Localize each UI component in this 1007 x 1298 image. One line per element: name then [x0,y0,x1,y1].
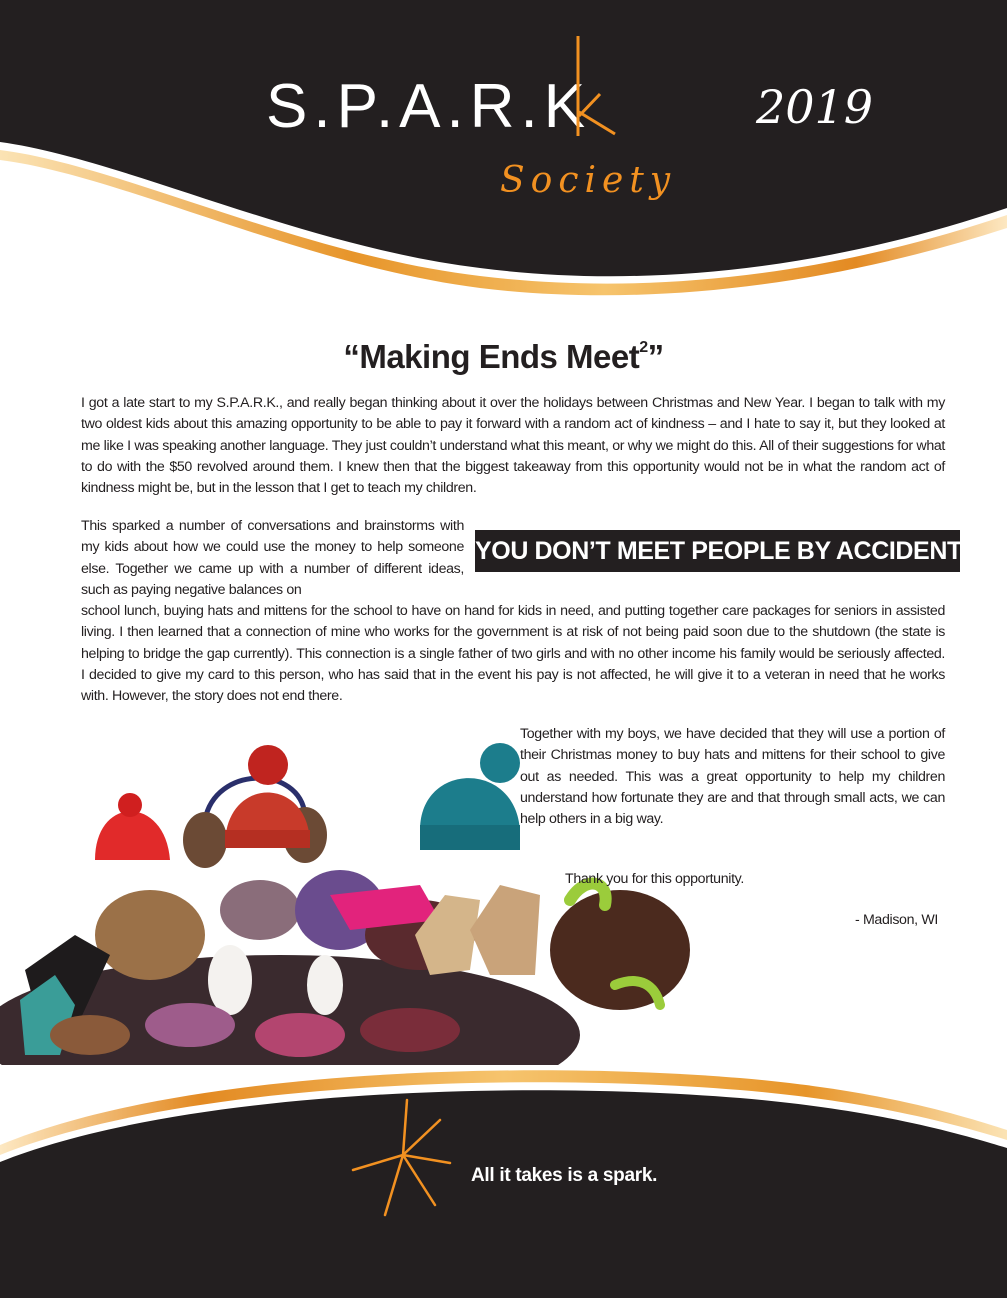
paragraph-together: Together with my boys, we have decided that they will use a portion of their Christmas money to buy hats and mittens for their school to give out as needed. This was a great opportunity to help my children understand how fortunate they are and that through small acts, we can help others in a big way. [520,726,945,828]
paragraph-sparked-start: This sparked a number of conversations and brainstorms with my kids about how we could use the money to help someone else. Together we came up with a number of different ideas, such as paying negative balances on [81,518,464,598]
year-label: 2019 [756,80,874,134]
footer-tagline: All it takes is a spark. [471,1165,658,1186]
header-banner [0,0,1007,310]
paragraph-sparked-end: school lunch, buying hats and mittens for the school to have on hand for kids in need, and putting together care packages for seniors in assisted living. I then learned that a connection of mine who works for the government is at risk of not being paid soon due to the shutdown (the state is helping to bridge the gap currently). This connection is a single father of two girls and with no other income his family would be seriously affected. I decided to give my card to this person, who has said that in the event his pay is not affected, he will give it to a veteran in need that he works with. However, the story does not end there. [81,603,945,705]
spark-star-icon [345,1095,455,1235]
paragraph-intro: I got a late start to my S.P.A.R.K., and really began thinking about it over the holidays between Christmas and New Year. I began to talk with my two oldest kids about this amazing opportunity to be able to pay it forward with a random act of kindness – and I hate to say it, but they looked at me like I was speaking another language. They just couldn’t understand what this meant, or why we might do this. All of their suggestions for what to do with the $50 revolved around them. I knew then that the biggest takeaway from this opportunity would not be in what the random act of kindness might be, but in the lesson that I get to teach my children. [81,395,945,497]
title-superscript: 2 [639,339,648,356]
pull-quote: YOU DON’T MEET PEOPLE BY ACCIDENT. [475,530,960,572]
logo-subtitle: Society [500,160,677,201]
signature: - Madison, WI [855,912,938,928]
thanks-line: Thank you for this opportunity. [565,871,744,887]
logo-spark-stroke-icon [560,32,630,142]
logo-wordmark: S.P.A.R.K [266,72,592,141]
page-title: “Making Ends Meet$^2$” [343,338,664,375]
